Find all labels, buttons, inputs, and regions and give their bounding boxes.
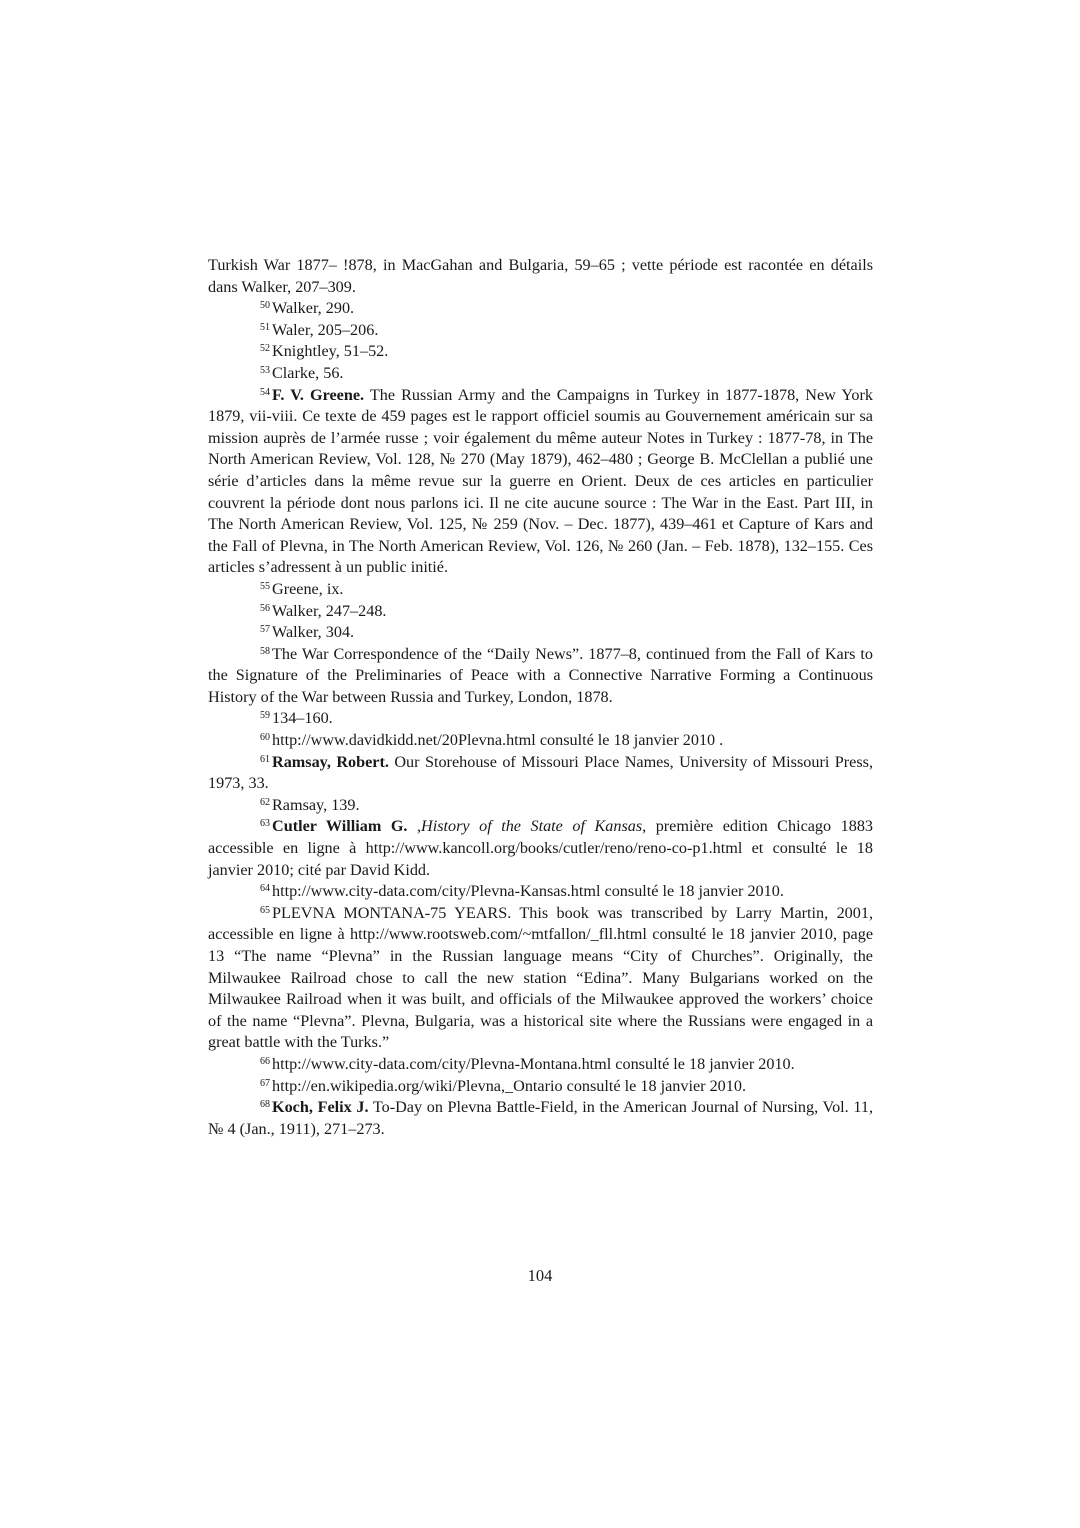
- footnote-continuation: [208, 255, 873, 298]
- footnote-52: [208, 341, 873, 363]
- footnote-53: [208, 363, 873, 385]
- footnote-text: Walker, 290.: [272, 299, 355, 318]
- footnote-54: [208, 385, 873, 579]
- footnote-text: To-Day on Plevna Battle-Field, in the American Journal of Nursing, Vol. 11, № 4 (Jan., 1911), 271–273.: [208, 1098, 873, 1138]
- footnote-text: http://en.wikipedia.org/wiki/Plevna,_Ontario consulté le 18 janvier 2010.: [272, 1076, 746, 1095]
- footnote-number: 54: [260, 386, 270, 398]
- footnote-number: 57: [260, 624, 270, 636]
- footnote-67: [208, 1076, 873, 1098]
- footnote-number: 68: [260, 1099, 270, 1111]
- footnotes-block: [208, 255, 873, 1140]
- footnote-author: Cutler William G.: [272, 817, 408, 836]
- footnote-text: Ramsay, 139.: [272, 795, 360, 814]
- footnote-text: http://www.city-data.com/city/Plevna-Kansas.html consulté le 18 janvier 2010.: [272, 882, 784, 901]
- footnote-51: [208, 320, 873, 342]
- footnote-number: 60: [260, 732, 270, 744]
- footnote-text: Waler, 205–206.: [272, 320, 379, 339]
- footnote-55: [208, 579, 873, 601]
- footnote-text: Clarke, 56.: [272, 363, 344, 382]
- footnote-text: Turkish War 1877– !878, in MacGahan and Bulgaria, 59–65 ; vette période est racontée en détails dans Walker, 207–309.: [208, 256, 873, 296]
- footnote-number: 58: [260, 645, 270, 657]
- footnote-author: Ramsay, Robert.: [272, 752, 389, 771]
- footnote-number: 55: [260, 580, 270, 592]
- footnote-number: 63: [260, 818, 270, 830]
- footnote-number: 52: [260, 343, 270, 355]
- footnote-author: Koch, Felix J.: [272, 1098, 369, 1117]
- footnote-number: 66: [260, 1055, 270, 1067]
- footnote-number: 56: [260, 602, 270, 614]
- footnote-text: Our Storehouse of Missouri Place Names, University of Missouri Press, 1973, 33.: [208, 752, 873, 793]
- footnote-text: PLEVNA MONTANA-75 YEARS. This book was transcribed by Larry Martin, 2001, accessible en ligne à http://www.rootsweb.com/~mtfallon/_fll.html consulté le 18 janvier 2010, page 13 “The name “Plevna” in the Russian language means “City of Churches”. Originally, the Milwaukee Railroad chose to call the new station “Edina”. Many Bulgarians worked on the Milwaukee Railroad when it was built, and officials of the Milwaukee approved the workers’ choice of the name “Plevna”. Plevna, Bulgaria, was a historical site where the Russians were engaged in a great battle with the Turks.”: [208, 903, 873, 1052]
- footnote-text: Greene, ix.: [272, 579, 344, 598]
- footnote-68: [208, 1097, 873, 1140]
- footnote-number: 59: [260, 710, 270, 722]
- footnote-number: 51: [260, 321, 270, 333]
- footnote-62: [208, 795, 873, 817]
- footnote-59: [208, 708, 873, 730]
- footnote-number: 61: [260, 753, 270, 765]
- footnote-text: http://www.davidkidd.net/20Plevna.html consulté le 18 janvier 2010 .: [272, 731, 724, 750]
- footnote-number: 50: [260, 300, 270, 312]
- footnote-number: 64: [260, 883, 270, 895]
- footnote-text: Knightley, 51–52.: [272, 342, 389, 361]
- footnote-56: [208, 601, 873, 623]
- footnote-punct: ,: [407, 817, 422, 836]
- footnote-number: 65: [260, 904, 270, 916]
- footnote-text: Walker, 304.: [272, 623, 355, 642]
- footnote-61: [208, 752, 873, 795]
- footnote-text: 134–160.: [272, 709, 333, 728]
- footnote-65: [208, 903, 873, 1054]
- footnote-58: [208, 644, 873, 709]
- footnote-50: [208, 298, 873, 320]
- footnote-63: [208, 816, 873, 881]
- footnote-57: [208, 622, 873, 644]
- footnote-text: The War Correspondence of the “Daily News”. 1877–8, continued from the Fall of Kars to the Signature of the Preliminaries of Peace with a Connective Narrative Forming a Continuous History of the War between Russia and Turkey, London, 1878.: [208, 644, 873, 706]
- footnote-number: 62: [260, 796, 270, 808]
- footnote-text: The Russian Army and the Campaigns in Turkey in 1877-1878, New York 1879, vii-viii. Ce texte de 459 pages est le rapport officiel soumis au Gouvernement américain sur sa mission auprès de l’armée russe ; voir également du même auteur Notes in Turkey : 1877-78, in The North American Review, Vol. 128, № 270 (May 1879), 462–480 ; George B. McClellan a publié une série d’articles dans la même revue sur la guerre en Orient. Deux de ces articles en particulier couvrent la période dont nous parlons ici. Il ne cite aucune source : The War in the East. Part III, in The North American Review, Vol. 125, № 259 (Nov. – Dec. 1877), 439–461 et Capture of Kars and the Fall of Plevna, in The North American Review, Vol. 126, № 260 (Jan. – Feb. 1878), 132–155. Ces articles s’adressent à un public initié.: [208, 385, 873, 577]
- footnote-66: [208, 1054, 873, 1076]
- footnote-60: [208, 730, 873, 752]
- footnote-number: 67: [260, 1077, 270, 1089]
- footnote-text: , première edition Chicago 1883 accessible en ligne à http://www.kancoll.org/books/cutler/reno/reno-co-p1.html et consulté le 18 janvier 2010; cité par David Kidd.: [208, 817, 874, 879]
- footnote-author: F. V. Greene.: [272, 385, 365, 404]
- footnote-number: 53: [260, 364, 270, 376]
- footnote-title: History of the State of Kansas: [421, 817, 643, 836]
- footnote-text: Walker, 247–248.: [272, 601, 387, 620]
- footnote-64: [208, 881, 873, 903]
- footnote-text: http://www.city-data.com/city/Plevna-Montana.html consulté le 18 janvier 2010.: [272, 1054, 795, 1073]
- page-number: 104: [527, 1266, 553, 1285]
